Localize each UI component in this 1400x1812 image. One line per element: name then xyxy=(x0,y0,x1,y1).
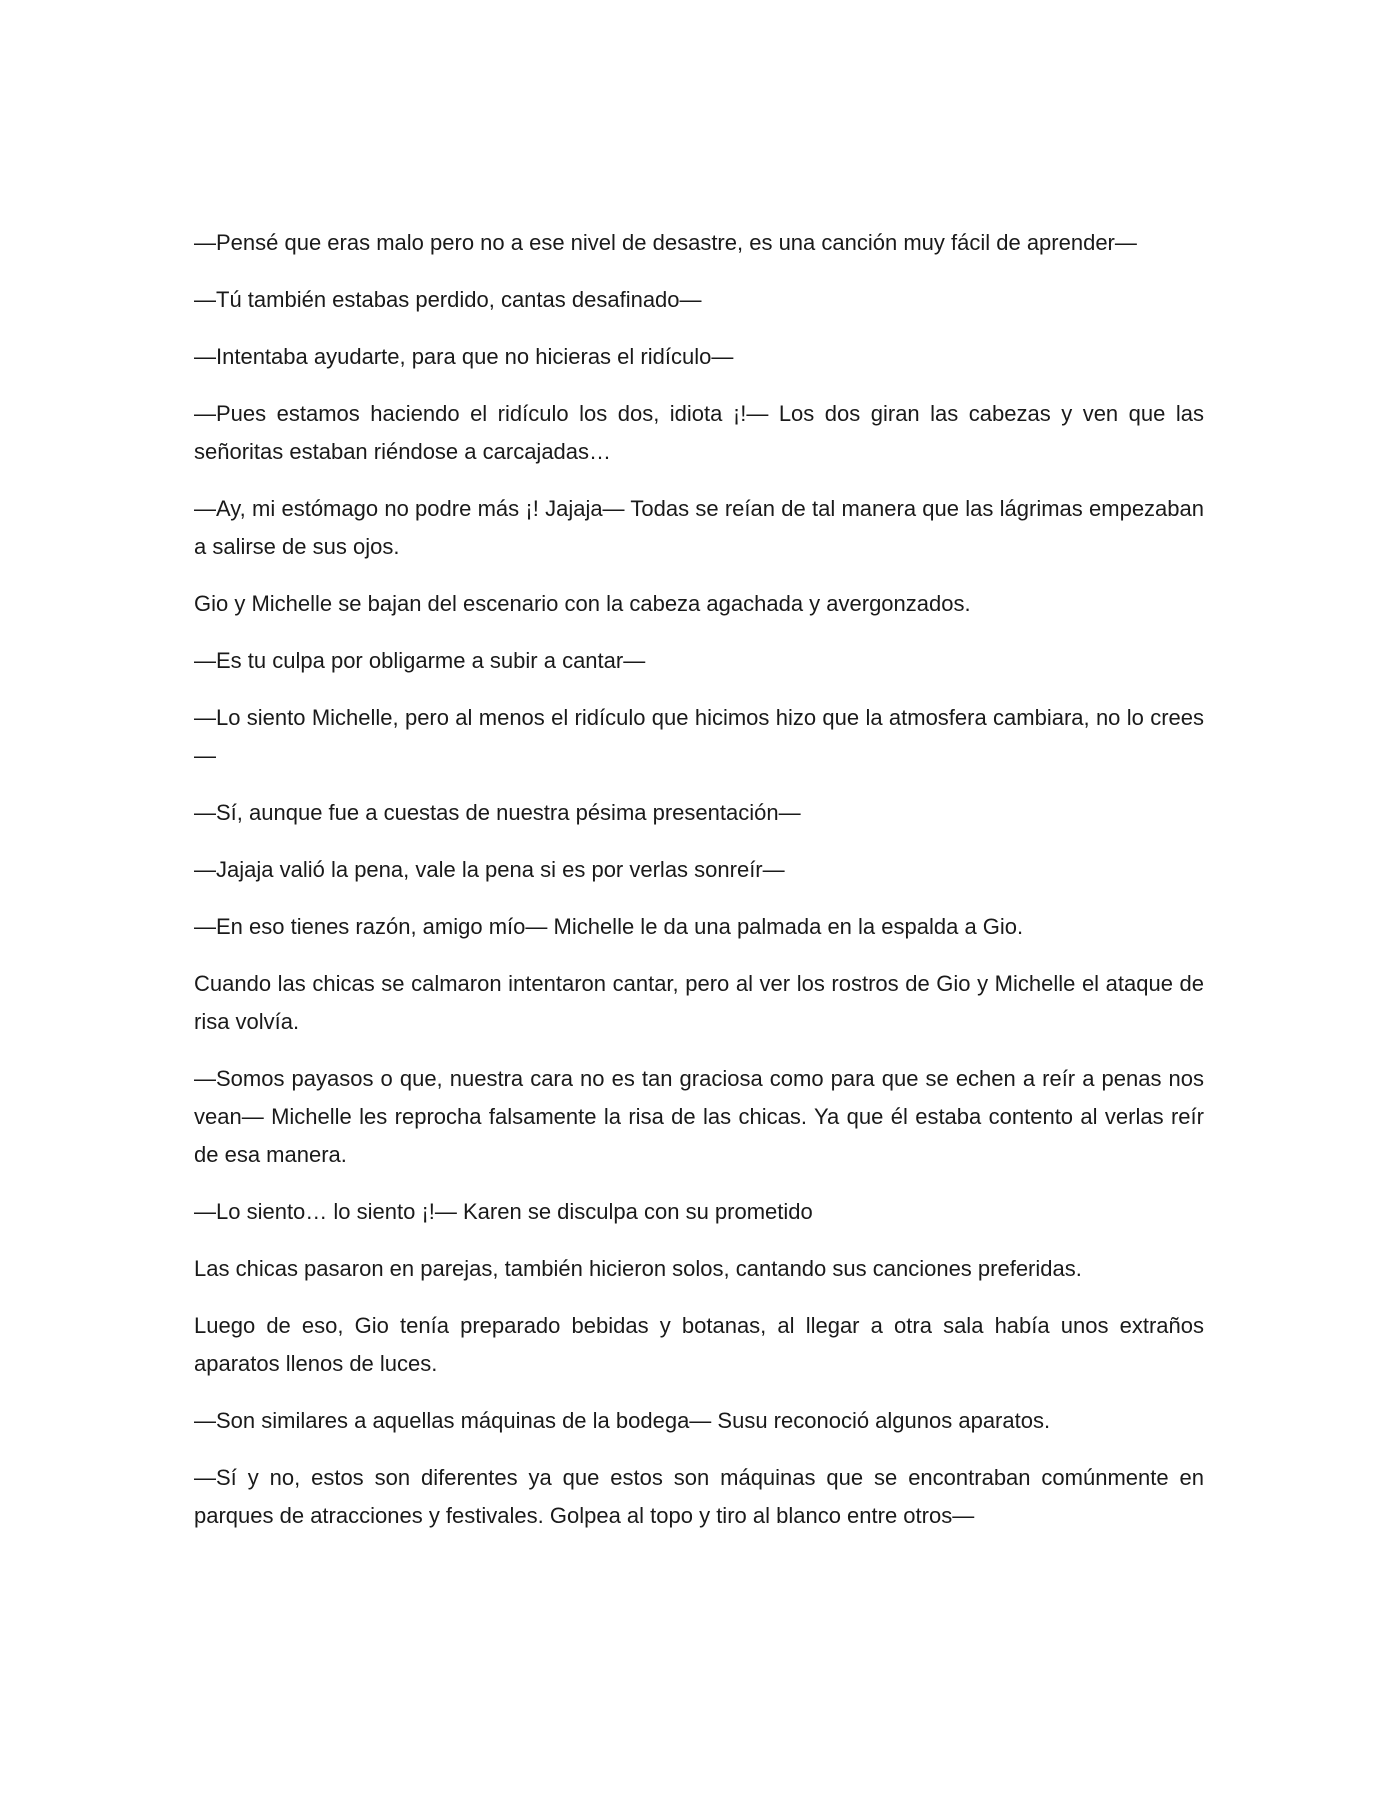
paragraph-16: Luego de eso, Gio tenía preparado bebidas y botanas, al llegar a otra sala había unos extraños aparatos llenos de luces. xyxy=(194,1313,1204,1376)
paragraph-17: —Son similares a aquellas máquinas de la bodega— Susu reconoció algunos aparatos. xyxy=(194,1408,1051,1433)
paragraph-15: Las chicas pasaron en parejas, también hicieron solos, cantando sus canciones preferidas. xyxy=(194,1256,1082,1281)
paragraph-12: Cuando las chicas se calmaron intentaron cantar, pero al ver los rostros de Gio y Michelle el ataque de risa volvía. xyxy=(194,971,1204,1034)
document-body xyxy=(194,224,1204,1554)
paragraph-1: —Pensé que eras malo pero no a ese nivel de desastre, es una canción muy fácil de aprender— xyxy=(194,230,1137,255)
paragraph-9: —Sí, aunque fue a cuestas de nuestra pésima presentación— xyxy=(194,800,801,825)
paragraph-6: Gio y Michelle se bajan del escenario con la cabeza agachada y avergonzados. xyxy=(194,591,971,616)
paragraph-13: —Somos payasos o que, nuestra cara no es tan graciosa como para que se echen a reír a penas nos vean— Michelle les reprocha falsamente la risa de las chicas. Ya que él estaba contento al verlas reír de esa manera. xyxy=(194,1066,1204,1167)
paragraph-4: —Pues estamos haciendo el ridículo los dos, idiota ¡!— Los dos giran las cabezas y ven que las señoritas estaban riéndose a carcajadas… xyxy=(194,401,1204,464)
paragraph-14: —Lo siento… lo siento ¡!— Karen se disculpa con su prometido xyxy=(194,1199,813,1224)
paragraph-2: —Tú también estabas perdido, cantas desafinado— xyxy=(194,287,702,312)
paragraph-10: —Jajaja valió la pena, vale la pena si es por verlas sonreír— xyxy=(194,857,785,882)
paragraph-18: —Sí y no, estos son diferentes ya que estos son máquinas que se encontraban comúnmente en parques de atracciones y festivales. Golpea al topo y tiro al blanco entre otros— xyxy=(194,1465,1204,1528)
paragraph-7: —Es tu culpa por obligarme a subir a cantar— xyxy=(194,648,646,673)
paragraph-8: —Lo siento Michelle, pero al menos el ridículo que hicimos hizo que la atmosfera cambiara, no lo crees— xyxy=(194,705,1204,768)
paragraph-11: —En eso tienes razón, amigo mío— Michelle le da una palmada en la espalda a Gio. xyxy=(194,914,1024,939)
paragraph-3: —Intentaba ayudarte, para que no hicieras el ridículo— xyxy=(194,344,734,369)
paragraph-5: —Ay, mi estómago no podre más ¡! Jajaja— Todas se reían de tal manera que las lágrimas empezaban a salirse de sus ojos. xyxy=(194,496,1204,559)
